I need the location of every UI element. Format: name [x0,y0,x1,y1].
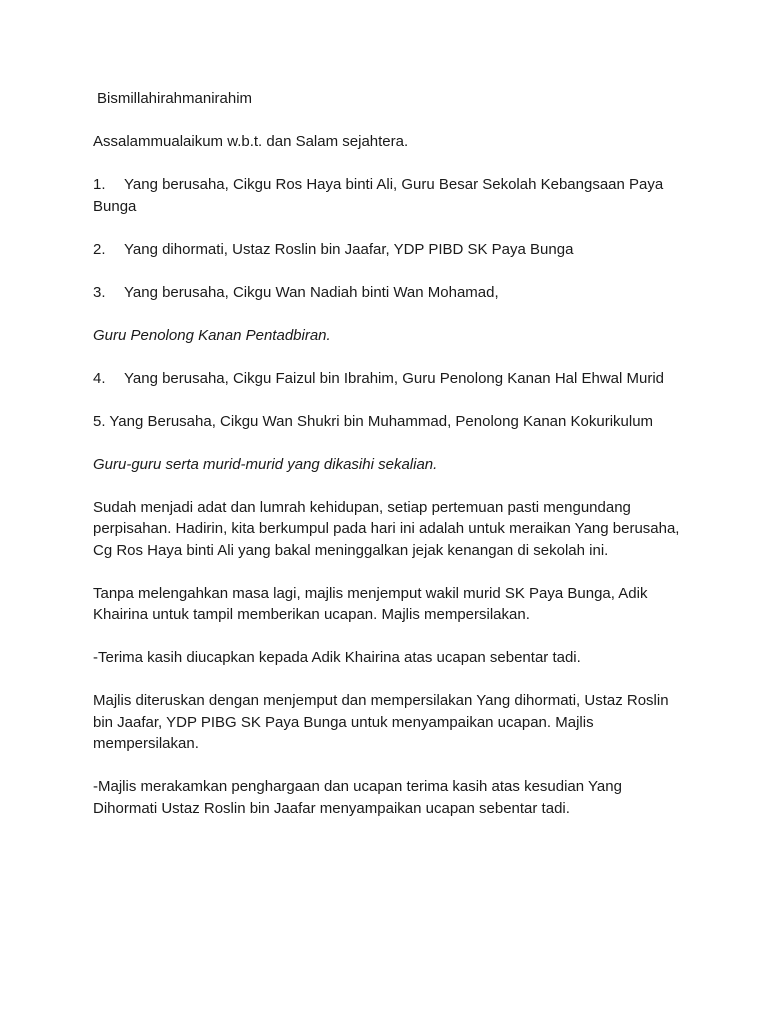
salutation-item-5: 5. Yang Berusaha, Cikgu Wan Shukri bin Muhammad, Penolong Kanan Kokurikulum [93,412,654,430]
salutation-item-3 [93,282,683,304]
role-line: Guru Penolong Kanan Pentadbiran. [93,326,331,344]
salutation-number: 1. [93,176,106,193]
salutation-text: Yang berusaha, Cikgu Ros Haya binti Ali, Guru Besar Sekolah Kebangsaan Paya Bunga [93,176,664,215]
document-page [93,88,683,841]
greeting-line: Assalammualaikum w.b.t. dan Salam sejahtera. [93,133,409,150]
salutation-item-4 [93,368,683,390]
opening-line: Bismillahirahmanirahim [97,90,253,107]
salutation-item-2 [93,239,683,261]
body-paragraph-4: Majlis diteruskan dengan menjemput dan mempersilakan Yang dihormati, Ustaz Roslin bin Jaafar, YDP PIBG SK Paya Bunga untuk menyampaikan ucapan. Majlis mempersilakan. [93,692,669,752]
salutation-number: 4. [93,369,106,387]
salutation-number: 3. [93,283,106,301]
body-paragraph-1: Sudah menjadi adat dan lumrah kehidupan, setiap pertemuan pasti mengundang perpisahan. Hadirin, kita berkumpul pada hari ini adalah untuk meraikan Yang berusaha, Cg Ros Haya binti Ali yang bakal meninggalkan jejak kenangan di sekolah ini. [93,498,680,559]
audience-line: Guru-guru serta murid-murid yang dikasihi sekalian. [93,455,438,473]
body-paragraph-5: -Majlis merakamkan penghargaan dan ucapan terima kasih atas kesudian Yang Dihormati Ustaz Roslin bin Jaafar menyampaikan ucapan sebentar tadi. [93,778,622,817]
body-paragraph-3: -Terima kasih diucapkan kepada Adik Khairina atas ucapan sebentar tadi. [93,649,581,666]
salutation-text: Yang berusaha, Cikgu Wan Nadiah binti Wan Mohamad, [124,283,499,301]
salutation-item-1 [93,174,683,217]
salutation-text: Yang dihormati, Ustaz Roslin bin Jaafar, YDP PIBD SK Paya Bunga [124,240,574,258]
salutation-number: 2. [93,240,106,258]
body-paragraph-2: Tanpa melengahkan masa lagi, majlis menjemput wakil murid SK Paya Bunga, Adik Khairina untuk tampil memberikan ucapan. Majlis mempersilakan. [93,584,648,623]
salutation-text: Yang berusaha, Cikgu Faizul bin Ibrahim, Guru Penolong Kanan Hal Ehwal Murid [124,369,665,387]
